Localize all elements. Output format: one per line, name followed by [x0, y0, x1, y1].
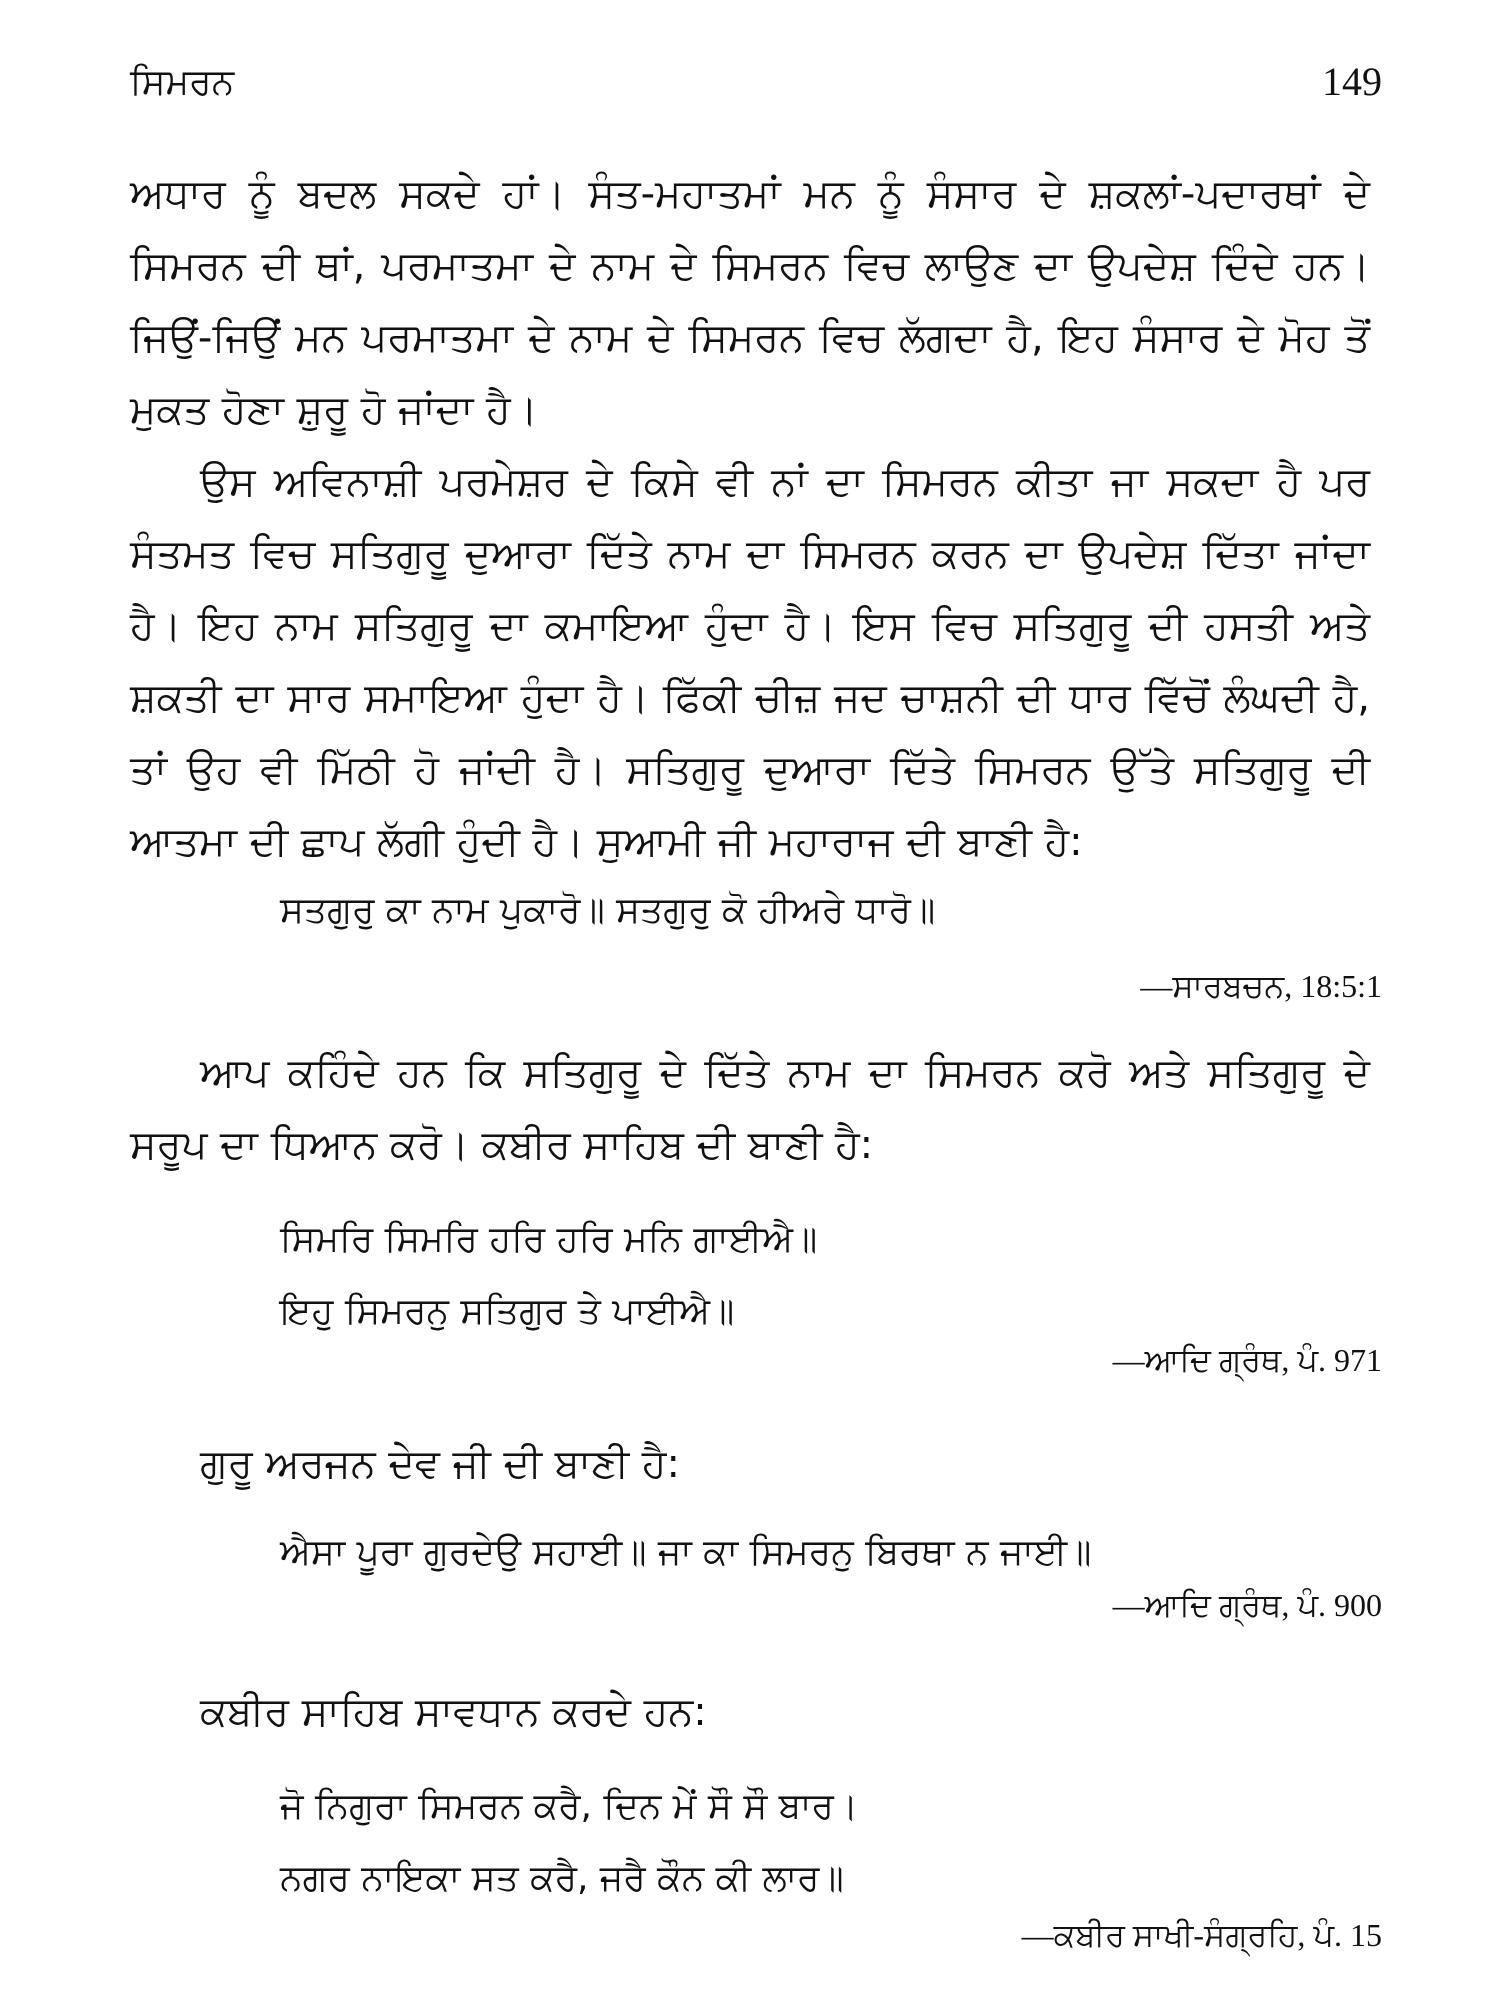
verse-4-line-1: ਜੋ ਨਿਗੁਰਾ ਸਿਮਰਨ ਕਰੈ, ਦਿਨ ਮੇਂ ਸੌ ਸੌ ਬਾਰ।	[280, 1786, 859, 1827]
verse-1-source: —ਸਾਰਬਚਨ, 18:5:1	[1140, 968, 1382, 1004]
paragraph-3: ਆਪ ਕਹਿੰਦੇ ਹਨ ਕਿ ਸਤਿਗੁਰੂ ਦੇ ਦਿੱਤੇ ਨਾਮ ਦਾ ਸਿਮਰਨ ਕਰੋ ਅਤੇ ਸਤਿਗੁਰੂ ਦੇ ਸਰੂਪ ਦਾ ਧਿਆਨ ਕਰੋ। ਕਬੀਰ ਸਾਹਿਬ ਦੀ ਬਾਣੀ ਹੈ:	[130, 1050, 1370, 1168]
verse-1-line-1: ਸਤਗੁਰੁ ਕਾ ਨਾਮ ਪੁਕਾਰੋ॥ ਸਤਗੁਰੁ ਕੋ ਹੀਅਰੇ ਧਾਰੋ॥	[280, 890, 936, 931]
verse-2-line-2: ਇਹੁ ਸਿਮਰਨੁ ਸਤਿਗੁਰ ਤੇ ਪਾਈਐ॥	[280, 1291, 735, 1332]
paragraph-4-lead: ਗੁਰੂ ਅਰਜਨ ਦੇਵ ਜੀ ਦੀ ਬਾਣੀ ਹੈ:	[200, 1441, 680, 1487]
running-head: ਸਿਮਰਨ	[130, 62, 235, 103]
verse-2-line-1: ਸਿਮਰਿ ਸਿਮਰਿ ਹਰਿ ਹਰਿ ਮਨਿ ਗਾਈਐ॥	[280, 1219, 818, 1260]
page-number: 149	[1322, 59, 1382, 104]
verse-3-line-1: ਐਸਾ ਪੂਰਾ ਗੁਰਦੇਉ ਸਹਾਈ॥ ਜਾ ਕਾ ਸਿਮਰਨੁ ਬਿਰਥਾ ਨ ਜਾਈ॥	[280, 1532, 1092, 1573]
verse-4-source: —ਕਬੀਰ ਸਾਖੀ-ਸੰਗ੍ਰਹਿ, ਪੰ. 15	[1021, 1917, 1382, 1953]
verse-4-line-2: ਨਗਰ ਨਾਇਕਾ ਸਤ ਕਰੈ, ਜਰੈ ਕੌਨ ਕੀ ਲਾਰ॥	[280, 1858, 844, 1899]
verse-2-source: —ਆਦਿ ਗ੍ਰੰਥ, ਪੰ. 971	[1112, 1342, 1382, 1378]
verse-3-source: —ਆਦਿ ਗ੍ਰੰਥ, ਪੰ. 900	[1112, 1587, 1382, 1623]
paragraph-2: ਉਸ ਅਵਿਨਾਸ਼ੀ ਪਰਮੇਸ਼ਰ ਦੇ ਕਿਸੇ ਵੀ ਨਾਂ ਦਾ ਸਿਮਰਨ ਕੀਤਾ ਜਾ ਸਕਦਾ ਹੈ ਪਰ ਸੰਤਮਤ ਵਿਚ ਸਤਿਗੁਰੂ ਦੁਆਰਾ ਦਿੱਤੇ ਨਾਮ ਦਾ ਸਿਮਰਨ ਕਰਨ ਦਾ ਉਪਦੇਸ਼ ਦਿੱਤਾ ਜਾਂਦਾ ਹੈ। ਇਹ ਨਾਮ ਸਤਿਗੁਰੂ ਦਾ ਕਮਾਇਆ ਹੁੰਦਾ ਹੈ। ਇਸ ਵਿਚ ਸਤਿਗੁਰੂ ਦੀ ਹਸਤੀ ਅਤੇ ਸ਼ਕਤੀ ਦਾ ਸਾਰ ਸਮਾਇਆ ਹੁੰਦਾ ਹੈ। ਫਿੱਕੀ ਚੀਜ਼ ਜਦ ਚਾਸ਼ਨੀ ਦੀ ਧਾਰ ਵਿੱਚੋਂ ਲੰਘਦੀ ਹੈ, ਤਾਂ ਉਹ ਵੀ ਮਿੱਠੀ ਹੋ ਜਾਂਦੀ ਹੈ। ਸਤਿਗੁਰੂ ਦੁਆਰਾ ਦਿੱਤੇ ਸਿਮਰਨ ਉੱਤੇ ਸਤਿਗੁਰੂ ਦੀ ਆਤਮਾ ਦੀ ਛਾਪ ਲੱਗੀ ਹੁੰਦੀ ਹੈ। ਸੁਆਮੀ ਜੀ ਮਹਾਰਾਜ ਦੀ ਬਾਣੀ ਹੈ:	[130, 459, 1370, 865]
paragraph-5-lead: ਕਬੀਰ ਸਾਹਿਬ ਸਾਵਧਾਨ ਕਰਦੇ ਹਨ:	[200, 1689, 707, 1735]
paragraph-1: ਅਧਾਰ ਨੂੰ ਬਦਲ ਸਕਦੇ ਹਾਂ। ਸੰਤ-ਮਹਾਤਮਾਂ ਮਨ ਨੂੰ ਸੰਸਾਰ ਦੇ ਸ਼ਕਲਾਂ-ਪਦਾਰਥਾਂ ਦੇ ਸਿਮਰਨ ਦੀ ਥਾਂ, ਪਰਮਾਤਮਾ ਦੇ ਨਾਮ ਦੇ ਸਿਮਰਨ ਵਿਚ ਲਾਉਣ ਦਾ ਉਪਦੇਸ਼ ਦਿੰਦੇ ਹਨ। ਜਿਉਂ-ਜਿਉਂ ਮਨ ਪਰਮਾਤਮਾ ਦੇ ਨਾਮ ਦੇ ਸਿਮਰਨ ਵਿਚ ਲੱਗਦਾ ਹੈ, ਇਹ ਸੰਸਾਰ ਦੇ ਮੋਹ ਤੋਂ ਮੁਕਤ ਹੋਣਾ ਸ਼ੁਰੂ ਹੋ ਜਾਂਦਾ ਹੈ।	[130, 171, 1370, 433]
